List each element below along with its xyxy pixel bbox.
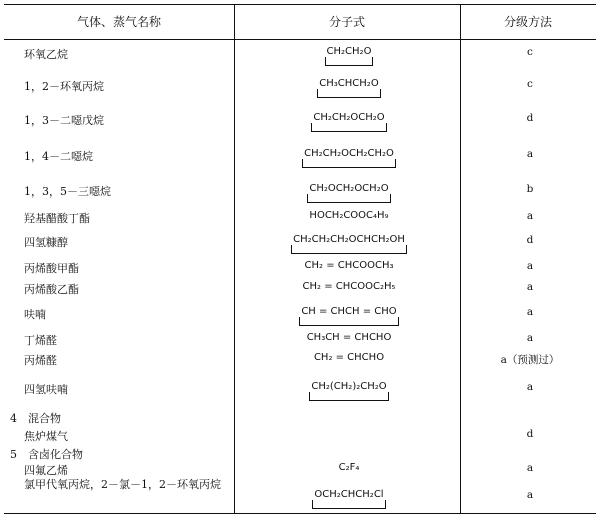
formula-text: CH₂ = CHCHO [313,352,385,363]
molecular-formula [238,306,460,317]
formula-text: CH₃CH = CHCHO [306,332,392,343]
classification-method: a [526,260,534,272]
classification-method: a [526,148,534,160]
molecular-formula [238,148,460,159]
header-method: 分级方法 [503,15,552,29]
column-divider [460,5,461,513]
molecular-formula [238,210,460,221]
substance-name: 1，3，5－三噁烷 [24,185,111,198]
molecular-formula [238,332,460,343]
classification-method: a [526,281,534,293]
substance-name: 1，4－二噁烷 [24,150,93,163]
molecular-formula [238,78,460,89]
gas-classification-table [4,4,596,514]
substance-name: 1，2－环氧丙烷 [24,80,104,93]
ring-formula: CH₃CHCH₂O [315,78,382,89]
molecular-formula [238,183,460,194]
molecular-formula [238,381,460,392]
molecular-formula [238,352,460,363]
classification-method: a（预测过） [500,354,560,366]
classification-method: c [527,78,533,90]
classification-method: d [526,112,534,124]
header-formula: 分子式 [328,15,365,29]
column-divider [234,5,235,513]
substance-name: 四氢糠醇 [24,236,68,249]
ring-formula: CH₂CH₂CH₂OCHCH₂OH [289,234,409,245]
header-name: 气体、蒸气名称 [76,15,161,29]
substance-name: 四氟乙烯 [24,464,68,477]
substance-name: 四氢呋喃 [24,383,68,396]
molecular-formula [238,234,460,245]
header-divider [4,39,596,40]
classification-method: d [526,234,534,246]
substance-name: 1，3－二噁戊烷 [24,114,104,127]
substance-name: 焦炉煤气 [24,430,68,443]
substance-name: 呋喃 [24,308,46,321]
substance-name: 丙烯酸甲酯 [24,262,79,275]
ring-formula: OCH₂CHCH₂Cl [310,489,387,500]
ring-formula: CH₂OCH₂OCH₂O [305,183,392,194]
ring-formula: CH₂CH₂O [323,46,376,57]
classification-method: b [526,183,534,195]
molecular-formula [238,112,460,123]
formula-text: HOCH₂COOC₄H₉ [309,210,389,221]
molecular-formula [238,46,460,57]
ring-formula: CH₂CH₂OCH₂O [309,112,388,123]
substance-name: 丁烯醛 [24,334,57,347]
classification-method: a [526,332,534,344]
category-label: 5 含卤化合物 [10,448,83,461]
substance-name: 丙烯醛 [24,354,57,367]
substance-name: 丙烯酸乙酯 [24,283,79,296]
molecular-formula [238,281,460,292]
ring-formula: CH₂(CH₂)₂CH₂O [307,381,390,392]
classification-method: a [526,489,534,501]
classification-method: c [527,46,533,58]
substance-name: 羟基醋酸丁酯 [24,212,90,225]
substance-name: 环氧乙烷 [24,48,68,61]
formula-text: CH₂ = CHCOOC₂H₅ [302,281,396,292]
classification-method: a [526,210,534,222]
molecular-formula [238,260,460,271]
ring-formula: CH = CHCH = CHO [297,306,400,317]
classification-method: a [526,381,534,393]
molecular-formula [238,462,460,473]
classification-method: a [526,462,534,474]
molecular-formula [238,489,460,500]
formula-text: C₂F₄ [338,462,360,473]
substance-name: 氯甲代氧丙烷，2－氯－1，2－环氧丙烷 [24,478,221,491]
ring-formula: CH₂CH₂OCH₂CH₂O [300,148,398,159]
formula-text: CH₂ = CHCOOCH₃ [304,260,394,271]
category-label: 4 混合物 [10,412,61,425]
classification-method: d [526,428,534,440]
classification-method: a [526,306,534,318]
